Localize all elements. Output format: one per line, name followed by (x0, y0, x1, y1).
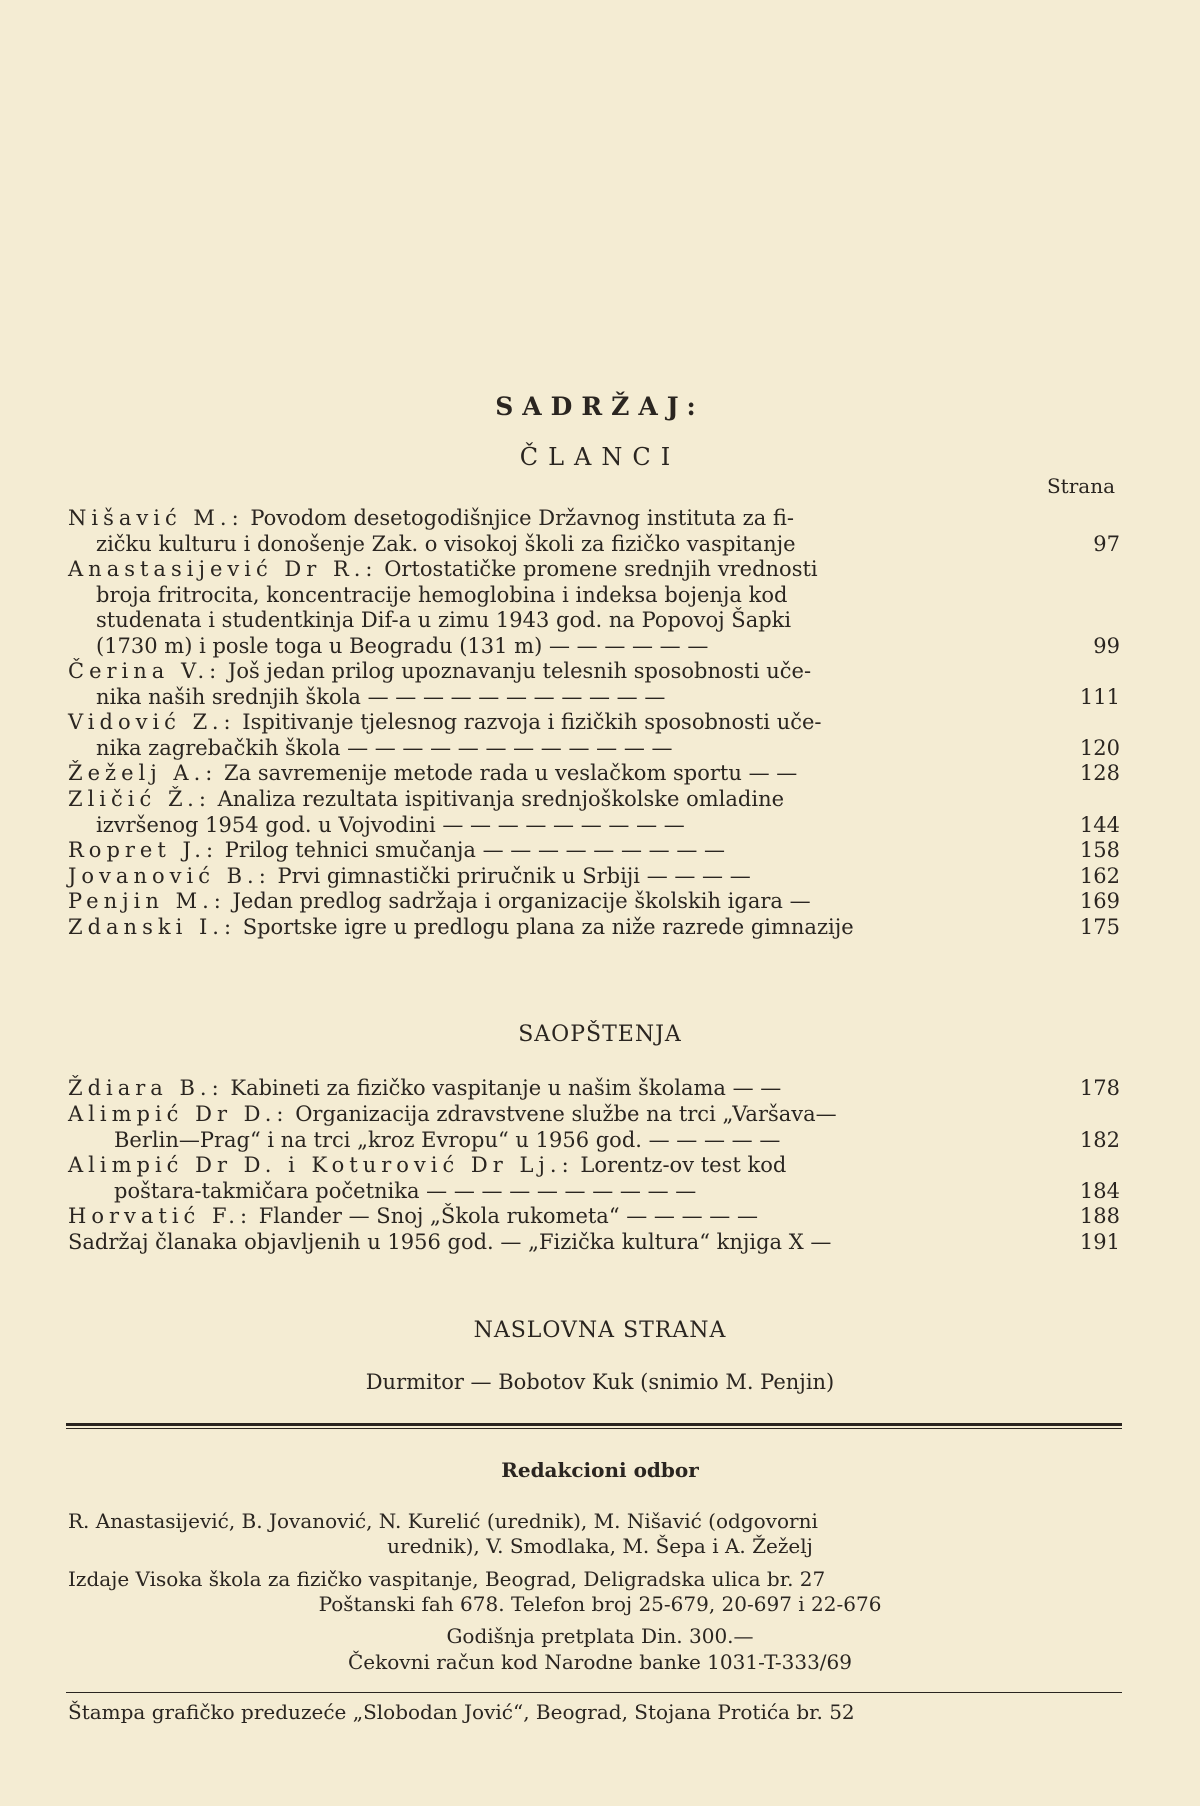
entry-title-line: izvršenog 1954 god. u Vojvodini — — — — — — — — — (96, 812, 685, 837)
entry-page: 120 (1079, 735, 1120, 760)
entry-title-line: Lorentz-ov test kod (580, 1153, 787, 1177)
editorial-board-title: Redakcioni odbor (501, 1458, 699, 1482)
entry-title-line: (1730 m) i posle toga u Beogradu (131 m) — — — — — — (96, 633, 709, 658)
entry-page: 191 (1079, 1230, 1120, 1254)
entry-title-line: Analiza rezultata ispitivanja srednjoškolske omladine (217, 787, 785, 811)
toc-entry[interactable] (68, 1076, 1120, 1102)
entry-author: Jovanović B.: (68, 864, 271, 888)
entry-page: 158 (1079, 838, 1120, 862)
entry-author: Zdanski I.: (68, 915, 237, 939)
section-title-naslovna: NASLOVNA STRANA (473, 1318, 727, 1343)
entry-page: 182 (1079, 1127, 1120, 1152)
entry-title-line: broja fritrocita, koncentracije hemoglobina i indeksa bojenja kod (96, 582, 788, 607)
section-title-saopstenja: SAOPŠTENJA (518, 1022, 682, 1047)
divider-rule (66, 1423, 1122, 1426)
entry-page: 144 (1079, 812, 1120, 837)
cover-caption: Durmitor — Bobotov Kuk (snimio M. Penjin) (365, 1370, 835, 1394)
toc-entry[interactable] (68, 889, 1120, 915)
toc-entry[interactable] (68, 864, 1120, 890)
entry-title-line: Za savremenije metode rada u veslačkom sportu — — (224, 761, 798, 785)
entry-author: Ropret J.: (68, 838, 219, 862)
entry-author: Anastasijević Dr R.: (68, 557, 378, 581)
entry-title-line: Ispitivanje tjelesnog razvoja i fizičkih sposobnosti uče- (242, 710, 822, 734)
entry-title-line: Sadržaj članaka objavljenih u 1956 god. — „Fizička kultura“ knjiga X — (68, 1230, 832, 1254)
entry-title-line: Jedan predlog sadržaja i organizacije školskih igara — (232, 889, 811, 913)
entry-page: 162 (1079, 864, 1120, 888)
toc-entry[interactable] (68, 659, 1120, 710)
entry-author: Alimpić Dr D.: (68, 1102, 289, 1126)
entry-page: 175 (1079, 915, 1120, 939)
toc-entry[interactable] (68, 838, 1120, 864)
section-title-clanci: ČLANCI (519, 443, 681, 471)
toc-entry[interactable] (68, 1153, 1120, 1204)
entry-page: 184 (1079, 1178, 1120, 1203)
divider-rule-thin (66, 1428, 1122, 1429)
publisher-line: Izdaje Visoka škola za fizičko vaspitanje, Beograd, Deligradska ulica br. 27 (68, 1567, 826, 1591)
toc-entry[interactable] (68, 761, 1120, 787)
editorial-members-line: R. Anastasijević, B. Jovanović, N. Kurelić (urednik), M. Nišavić (odgovorni (68, 1509, 818, 1533)
entry-title-line: nika zagrebačkih škola — — — — — — — — — — — — (96, 735, 673, 760)
toc-entry[interactable] (68, 710, 1120, 761)
strana-label: Strana (1046, 474, 1115, 498)
entry-title-line: Kabineti za fizičko vaspitanje u našim školama — — (230, 1076, 782, 1100)
entry-title-line: Prvi gimnastički priručnik u Srbiji — — — — (277, 864, 751, 888)
entry-title-line: studenata i studentkinja Dif-a u zimu 1943 god. na Popovoj Šapki (96, 608, 792, 632)
entry-title-line: Prilog tehnici smučanja — — — — — — — — — (224, 838, 725, 862)
entry-page: 128 (1079, 761, 1120, 785)
subscription-price: Godišnja pretplata Din. 300.— (446, 1624, 754, 1648)
printer-imprint: Štampa grafičko preduzeće „Slobodan Jović“, Beograd, Stojana Protića br. 52 (68, 1700, 855, 1724)
entry-title-line: Ortostatičke promene srednjih vrednosti (384, 557, 818, 581)
toc-entry[interactable] (68, 787, 1120, 838)
toc-entry[interactable] (68, 557, 1120, 659)
entry-author: Horvatić F.: (68, 1204, 253, 1228)
bank-account: Čekovni račun kod Narodne banke 1031-T-333/69 (347, 1650, 852, 1674)
entry-author: Alimpić Dr D. i Koturović Dr Lj.: (68, 1153, 574, 1177)
entry-page: 99 (1093, 633, 1120, 658)
publisher-contact: Poštanski fah 678. Telefon broj 25-679, 20-697 i 22-676 (318, 1592, 882, 1616)
entry-author: Zličić Ž.: (68, 787, 211, 811)
editorial-members-line: urednik), V. Smodlaka, M. Šepa i A. Žeželj (387, 1534, 813, 1558)
entry-title-line: Flander — Snoj „Škola rukometa“ — — — — — (258, 1204, 758, 1228)
entry-title-line: Organizacija zdravstvene službe na trci „Varšava— (295, 1102, 837, 1126)
toc-entry[interactable] (68, 1230, 1120, 1256)
entry-title-line: poštara-takmičara početnika — — — — — — — — — — (114, 1178, 697, 1203)
entry-title-line: Sportske igre u predlogu plana za niže razrede gimnazije (242, 915, 854, 939)
entry-page: 188 (1079, 1204, 1120, 1228)
imprint-rule (66, 1692, 1122, 1693)
entry-title-line: Povodom desetogodišnjice Državnog instituta za fi- (250, 506, 795, 530)
toc-entry[interactable] (68, 1102, 1120, 1153)
entry-author: Ždiara B.: (68, 1076, 224, 1100)
toc-entry[interactable] (68, 1204, 1120, 1230)
toc-entry[interactable] (68, 915, 1120, 941)
entry-title-line: zičku kulturu i donošenje Zak. o visokoj školi za fizičko vaspitanje (96, 531, 796, 556)
entry-title-line: Još jedan prilog upoznavanju telesnih sposobnosti uče- (227, 659, 812, 683)
entry-author: Vidović Z.: (68, 710, 236, 734)
entry-author: Čerina V.: (68, 659, 222, 683)
entry-author: Penjin M.: (68, 889, 226, 913)
page-heading: SADRŽAJ: (495, 392, 705, 421)
entry-page: 178 (1079, 1076, 1120, 1100)
entry-page: 169 (1079, 889, 1120, 913)
entry-author: Žeželj A.: (68, 761, 218, 785)
entry-title-line: Berlin—Prag“ i na trci „kroz Evropu“ u 1956 god. — — — — — (114, 1127, 781, 1152)
entry-page: 111 (1079, 684, 1120, 709)
entry-title-line: nika naših srednjih škola — — — — — — — — — — — (96, 684, 666, 709)
entry-page: 97 (1093, 531, 1120, 556)
toc-entry[interactable] (68, 506, 1120, 557)
entry-author: Nišavić M.: (68, 506, 244, 530)
